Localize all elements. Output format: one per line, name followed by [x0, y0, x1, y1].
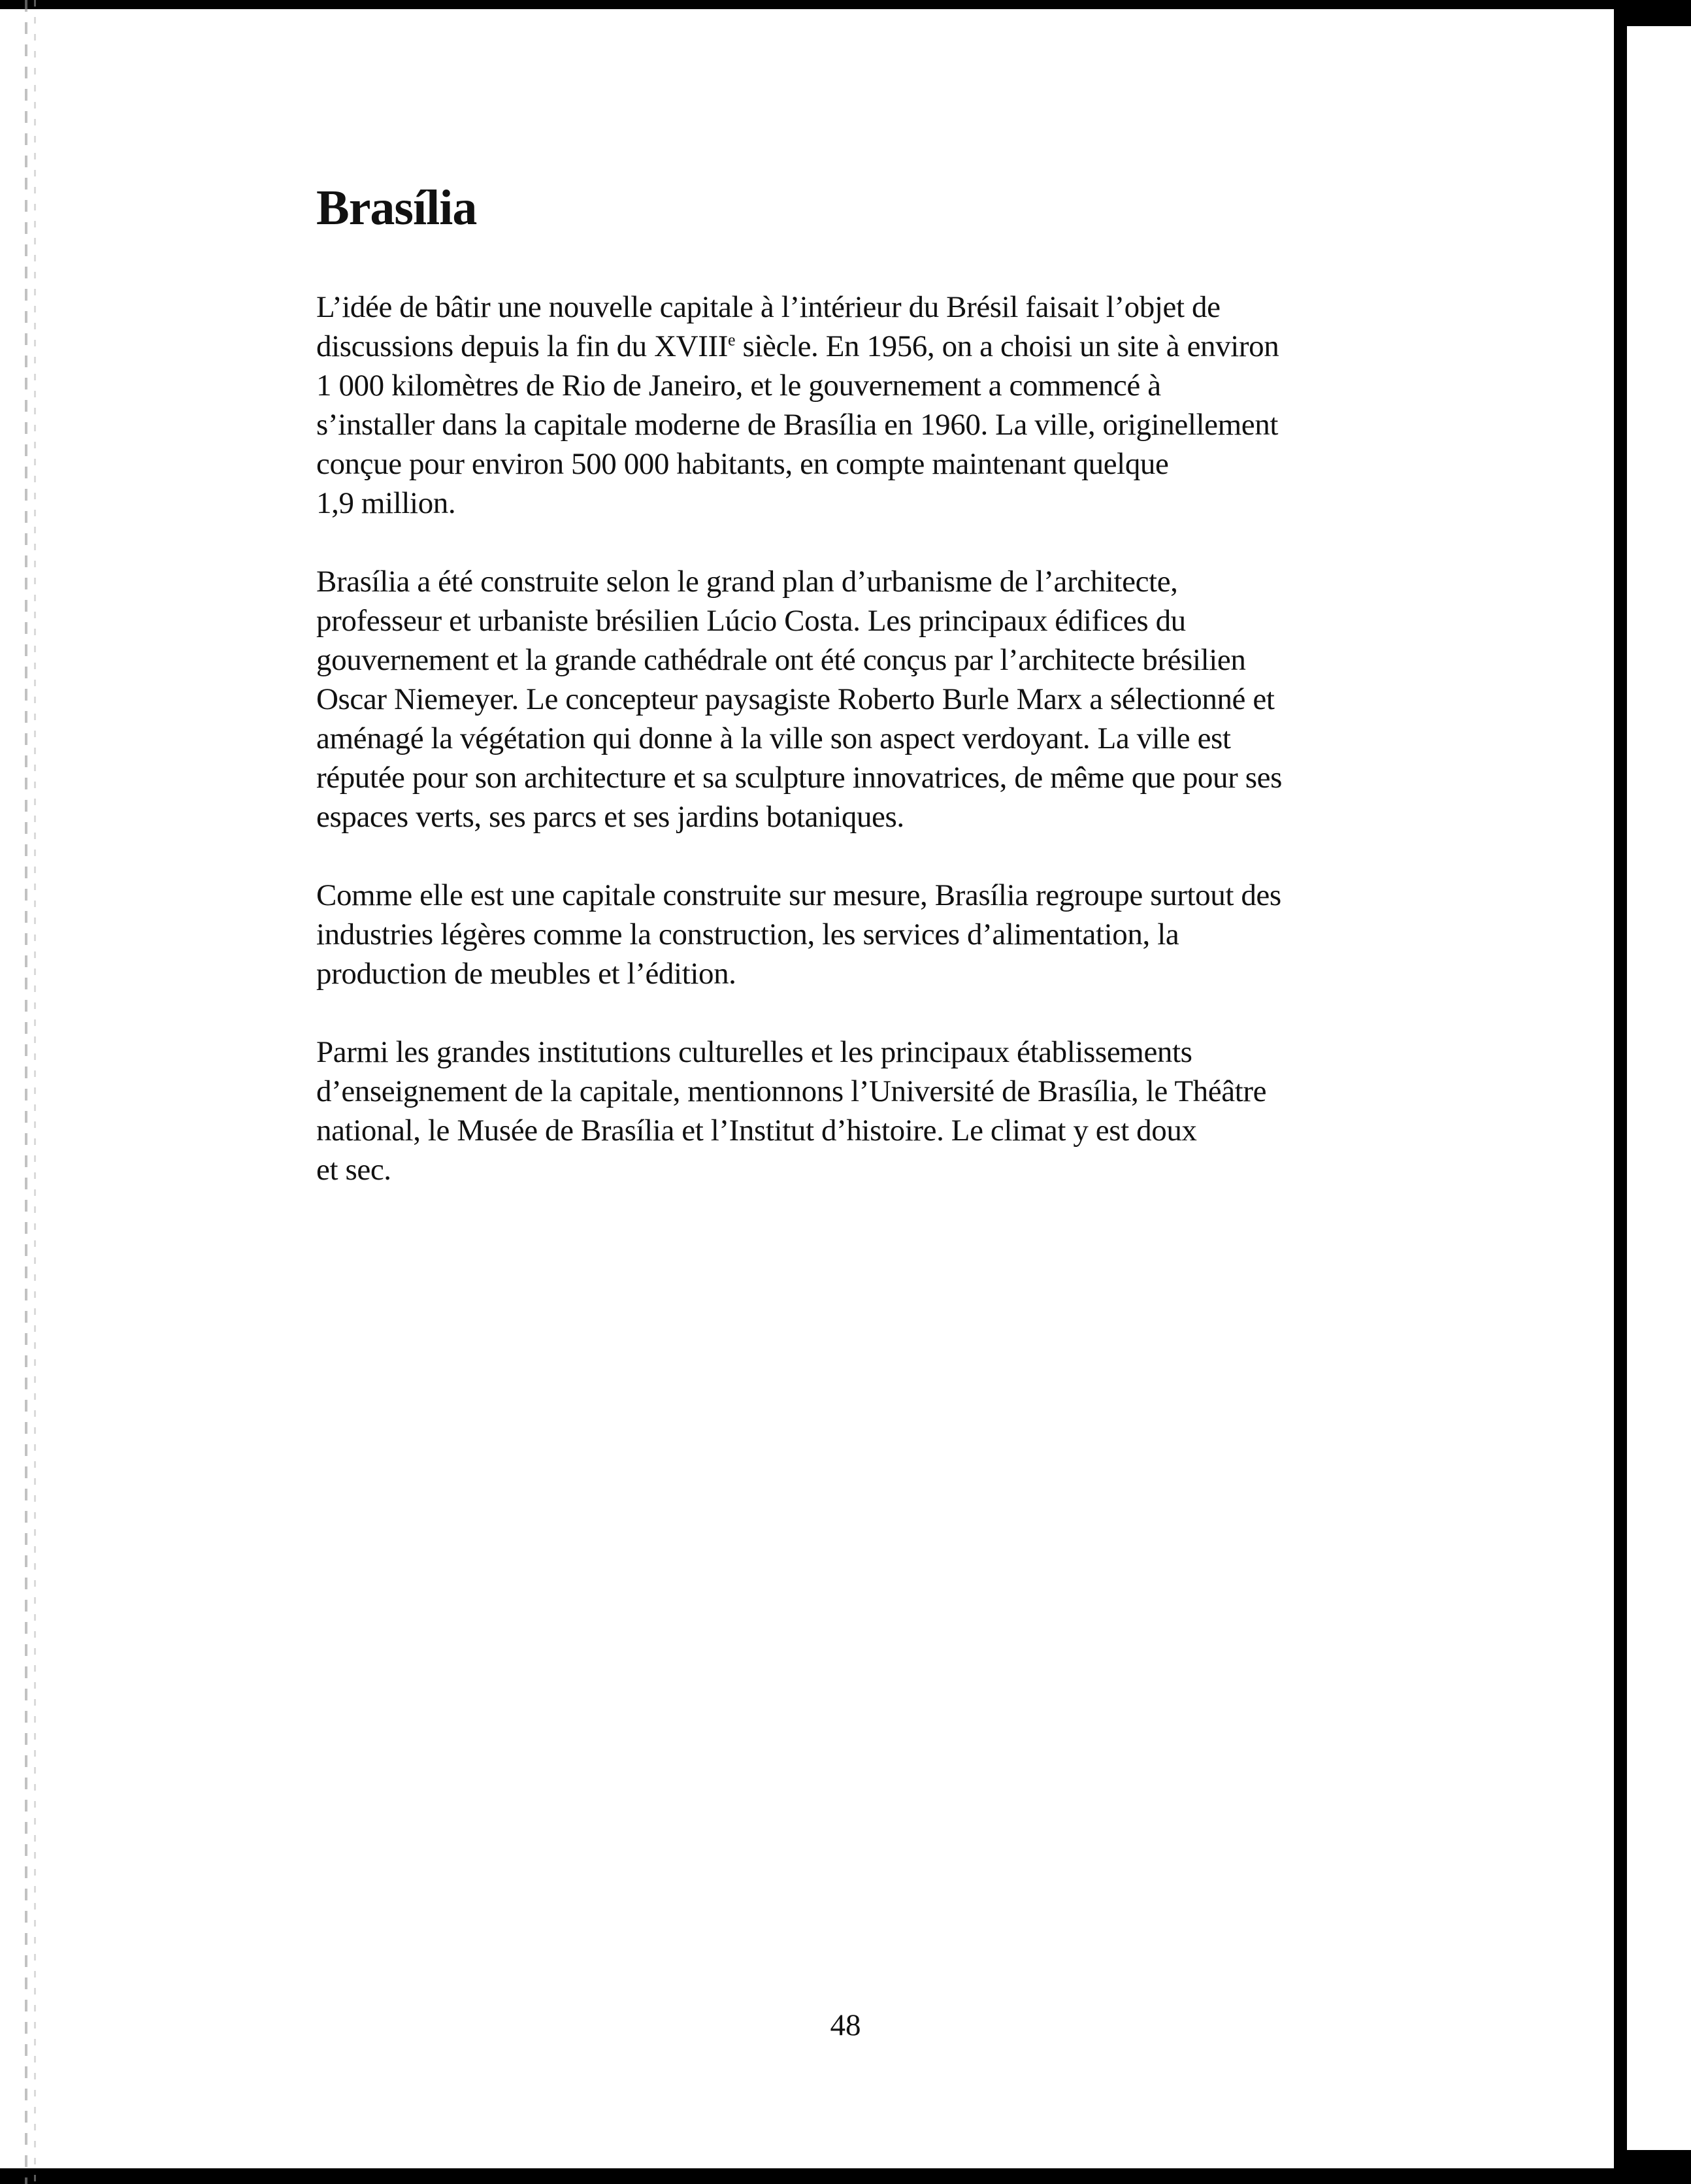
paragraph-history: L’idée de bâtir une nouvelle capitale à l’intérieur du Brésil faisait l’objet de discussions depuis la fin du XVIIIe siècle. En 1956, on a choisi un site à environ 1 000 kilomètres de Rio de Janeiro, et le gouvernement a commencé à s’installer dans la capitale moderne de Brasília en 1960. La ville, originellement conçue pour environ 500 000 habitants, en compte maintenant quelque 1,9 million. — [316, 290, 1279, 520]
page-body — [316, 180, 1466, 1229]
scan-border-top — [0, 0, 1691, 9]
page-title: Brasília — [316, 180, 477, 235]
scan-border-bottom — [0, 2168, 1691, 2184]
paragraph-culture: Parmi les grandes institutions culturelles et les principaux établissements d’enseignement de la capitale, mentionnons l’Université de Brasília, le Théâtre national, le Musée de Brasília et l’Institut d’histoire. Le climat y est doux et sec. — [316, 1035, 1267, 1187]
scan-margin-marks-secondary — [34, 0, 36, 2184]
paragraph-architecture: Brasília a été construite selon le grand plan d’urbanisme de l’architecte, professeur et urbaniste brésilien Lúcio Costa. Les principaux édifices du gouvernement et la grande cathédrale ont été conçus par l’architecte brésilien Oscar Niemeyer. Le concepteur paysagiste Roberto Burle Marx a sélectionné et aménagé la végétation qui donne à la ville son aspect verdoyant. La ville est réputée pour son architecture et sa sculpture innovatrices, de même que pour ses espaces verts, ses parcs et ses jardins botaniques. — [316, 565, 1282, 834]
page-number: 48 — [830, 2008, 861, 2042]
paragraph-industry: Comme elle est une capitale construite sur mesure, Brasília regroupe surtout des industries légères comme la construction, les services d’alimentation, la production de meubles et l’édition. — [316, 878, 1281, 991]
scan-margin-marks — [25, 0, 27, 2184]
scan-border-right — [1614, 20, 1627, 2176]
century-superscript: e — [727, 330, 736, 350]
